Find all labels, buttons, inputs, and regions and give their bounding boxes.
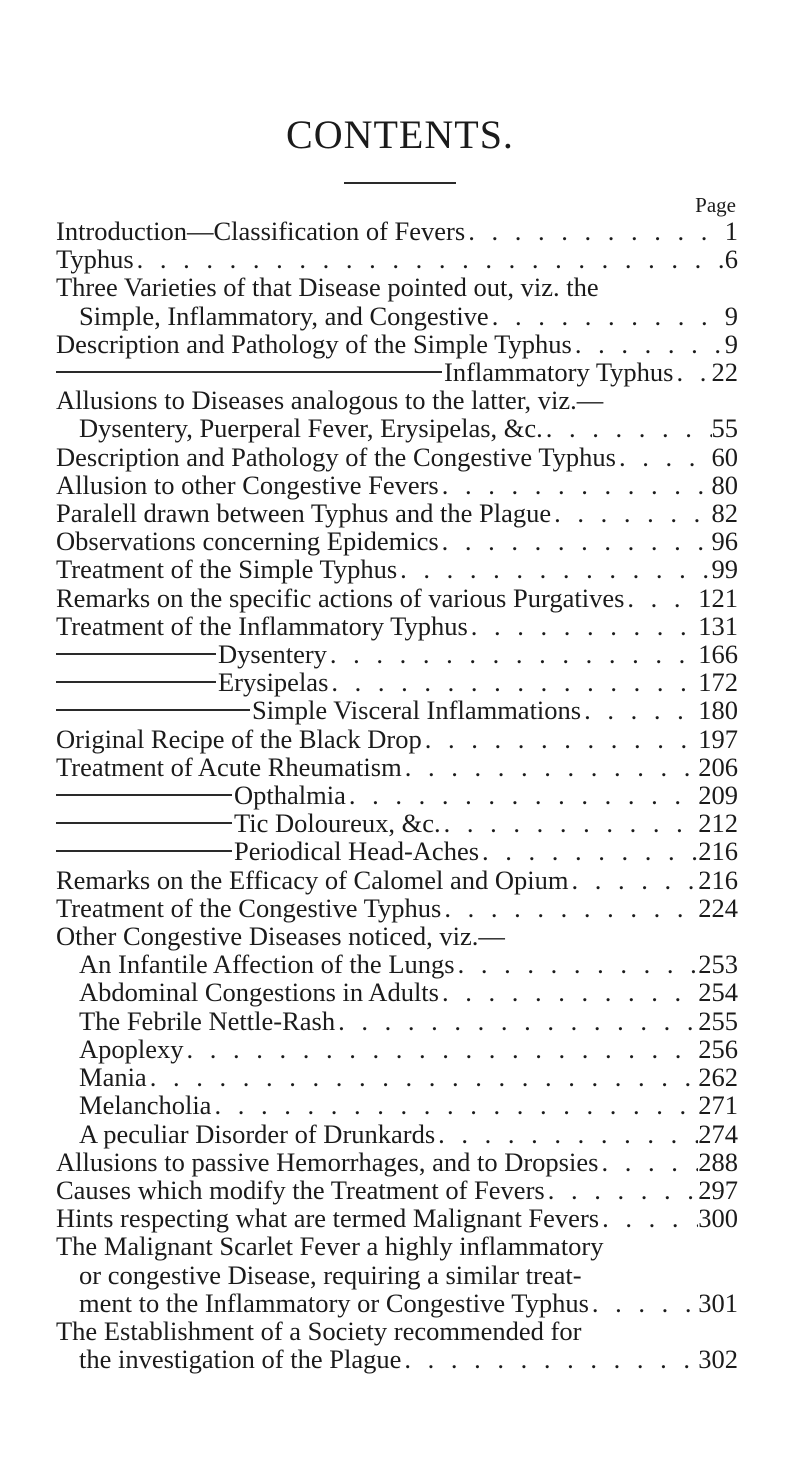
toc-entry-page: 254 [698, 977, 738, 1008]
dot-leader [441, 809, 699, 837]
dot-leader [624, 584, 698, 612]
page-column-header: Page [695, 193, 736, 217]
dot-leader [346, 781, 698, 809]
toc-entry-page: 60 [711, 441, 738, 472]
toc-entry-text: The Febrile Nettle-Rash [79, 1005, 336, 1036]
toc-entry-page: 301 [698, 1287, 738, 1318]
toc-entry [56, 781, 738, 809]
toc-entry-text: Inflammatory Typhus [444, 357, 674, 388]
toc-entry-text: Hints respecting what are termed Malignant Fevers [56, 1203, 600, 1234]
toc-entry-page: 121 [698, 582, 738, 613]
toc-entry-page: 216 [698, 864, 738, 895]
toc-entry-text: Remarks on the Efficacy of Calomel and Opium [56, 864, 569, 895]
toc-entry [56, 1120, 738, 1148]
toc-entry-text: Treatment of Acute Rheumatism [56, 751, 402, 782]
ditto-rule [56, 653, 216, 655]
dot-leader [184, 1035, 699, 1063]
toc-entry [56, 640, 738, 668]
toc-entry-page: 297 [698, 1174, 738, 1205]
toc-entry-page: 209 [698, 780, 738, 811]
toc-entry-page: 224 [698, 892, 738, 923]
toc-entry-text: Allusions to Diseases analogous to the latter, viz.— [56, 385, 604, 416]
toc-entry-text: Original Recipe of the Black Drop [56, 723, 422, 754]
dot-leader [489, 302, 725, 330]
toc-entry-text: Melancholia [79, 1090, 212, 1121]
dot-leader [439, 527, 712, 555]
dot-leader [468, 612, 698, 640]
toc-entry [56, 1063, 738, 1091]
toc-entry-text: Dysentery, Puerperal Fever, Erysipelas, &c. [79, 413, 543, 444]
title-divider [344, 182, 456, 184]
toc-entry-page: 96 [711, 526, 738, 557]
ditto-rule [56, 681, 216, 683]
dot-leader [581, 696, 698, 724]
toc-entry-page: 172 [698, 667, 738, 698]
toc-entry [56, 584, 738, 612]
toc-entry-text: Apoplexy [79, 1033, 184, 1064]
toc-entry-text: The Malignant Scarlet Fever a highly inflammatory [56, 1231, 604, 1262]
toc-entry [56, 1007, 738, 1035]
dot-leader [328, 668, 698, 696]
toc-entry-text: The Establishment of a Society recommended for [56, 1315, 582, 1346]
toc-entry-text: Other Congestive Diseases noticed, viz.— [56, 921, 505, 952]
toc-entry-text: Mania [79, 1062, 147, 1093]
toc-entry [56, 1176, 738, 1204]
toc-entry-page: 288 [698, 1146, 738, 1177]
toc-entry [56, 245, 738, 273]
toc-entry-text: Dysentery [218, 639, 327, 670]
dot-leader [335, 1007, 698, 1035]
toc-entry [56, 809, 738, 837]
contents-list [56, 217, 738, 1373]
toc-entry-page: 206 [698, 751, 738, 782]
toc-entry-text: Treatment of the Simple Typhus [56, 554, 398, 585]
dot-leader [465, 217, 725, 245]
toc-entry [56, 696, 738, 724]
ditto-rule [56, 709, 250, 711]
toc-entry [56, 414, 738, 442]
toc-entry-page: 166 [698, 639, 738, 670]
toc-entry-page: 253 [698, 949, 738, 980]
toc-entry [56, 273, 738, 301]
toc-entry-text: the investigation of the Plague [79, 1344, 402, 1375]
toc-entry-text: Erysipelas [218, 667, 329, 698]
toc-entry [56, 894, 738, 922]
dot-leader [589, 1289, 698, 1317]
dot-leader [572, 330, 725, 358]
toc-entry [56, 555, 738, 583]
ditto-rule [56, 850, 232, 852]
toc-entry-page: 9 [724, 300, 738, 331]
toc-entry-text: Tic Doloureux, &c. [234, 808, 441, 839]
toc-entry-page: 99 [711, 554, 738, 585]
toc-entry [56, 1289, 738, 1317]
toc-entry-page: 131 [698, 610, 738, 641]
toc-entry-page: 255 [698, 1005, 738, 1036]
toc-entry-page: 216 [698, 836, 738, 867]
dot-leader [479, 837, 698, 865]
toc-entry [56, 612, 738, 640]
toc-entry [56, 668, 738, 696]
dot-leader [568, 866, 698, 894]
toc-entry-text: A peculiar Disorder of Drunkards [79, 1118, 436, 1149]
toc-entry-page: 9 [724, 328, 738, 359]
toc-entry [56, 1261, 738, 1289]
toc-entry [56, 499, 738, 527]
toc-entry-text: Simple, Inflammatory, and Congestive [79, 300, 489, 331]
toc-entry-text: Three Varieties of that Disease pointed out, viz. the [56, 272, 599, 303]
toc-entry [56, 725, 738, 753]
dot-leader [441, 894, 698, 922]
toc-entry-text: Allusions to passive Hemorrhages, and to Dropsies [56, 1146, 599, 1177]
toc-entry [56, 753, 738, 781]
toc-entry-page: 262 [698, 1062, 738, 1093]
dot-leader [397, 555, 711, 583]
toc-entry-page: 274 [698, 1118, 738, 1149]
toc-entry [56, 1148, 738, 1176]
toc-entry [56, 302, 738, 330]
dot-leader [551, 499, 711, 527]
toc-entry [56, 217, 738, 245]
toc-entry-text: Periodical Head-Aches [234, 836, 480, 867]
toc-entry-text: Introduction—Classification of Fevers [56, 216, 466, 246]
toc-entry-page: 302 [698, 1344, 738, 1375]
toc-entry [56, 358, 738, 386]
toc-entry-page: 256 [698, 1033, 738, 1064]
toc-entry-text: ment to the Inflammatory or Congestive Typhus [79, 1287, 589, 1318]
toc-entry-page: 1 [724, 216, 738, 246]
dot-leader [674, 358, 712, 386]
dot-leader [422, 725, 699, 753]
toc-entry-text: Description and Pathology of the Simple Typhus [56, 328, 572, 359]
dot-leader [435, 1120, 698, 1148]
toc-entry-page: 197 [698, 723, 738, 754]
dot-leader [543, 414, 712, 442]
toc-entry-text: Simple Visceral Inflammations [252, 695, 582, 726]
toc-entry-text: Treatment of the Congestive Typhus [56, 892, 442, 923]
toc-entry-text: Remarks on the specific actions of various Purgatives [56, 582, 625, 613]
dot-leader [147, 1063, 699, 1091]
ditto-rule [56, 371, 442, 373]
toc-entry-page: 6 [724, 244, 738, 275]
toc-entry [56, 443, 738, 471]
dot-leader [455, 950, 699, 978]
dot-leader [439, 978, 698, 1006]
toc-entry-text: Observations concerning Epidemics [56, 526, 439, 557]
toc-entry [56, 866, 738, 894]
toc-entry-text: Allusion to other Congestive Fevers [56, 469, 439, 500]
toc-entry-page: 22 [711, 357, 738, 388]
toc-entry [56, 950, 738, 978]
dot-leader [327, 640, 698, 668]
ditto-rule [56, 794, 232, 796]
dot-leader [401, 1345, 698, 1373]
dot-leader [439, 471, 712, 499]
toc-entry-page: 271 [698, 1090, 738, 1121]
toc-entry-page: 82 [711, 498, 738, 529]
toc-entry [56, 471, 738, 499]
toc-entry-text: Abdominal Congestions in Adults [79, 977, 439, 1008]
page-title: CONTENTS. [286, 112, 514, 157]
dot-leader [402, 753, 699, 781]
dot-leader [598, 1148, 698, 1176]
toc-entry-page: 212 [698, 808, 738, 839]
toc-entry-text: An Infantile Affection of the Lungs [79, 949, 455, 980]
ditto-rule [56, 822, 232, 824]
toc-entry [56, 1035, 738, 1063]
toc-entry-text: Description and Pathology of the Congestive Typhus [56, 441, 616, 472]
toc-entry-text: Opthalmia [234, 780, 346, 811]
toc-entry [56, 1232, 738, 1260]
toc-entry-page: 80 [711, 469, 738, 500]
toc-entry-page: 180 [698, 695, 738, 726]
toc-entry [56, 1317, 738, 1345]
toc-entry [56, 1091, 738, 1119]
dot-leader [599, 1204, 698, 1232]
dot-leader [545, 1176, 699, 1204]
toc-entry [56, 386, 738, 414]
toc-entry-text: Causes which modify the Treatment of Fevers [56, 1174, 545, 1205]
toc-entry-text: Typhus [56, 244, 134, 275]
toc-entry-page: 300 [698, 1203, 738, 1234]
toc-entry-text: Treatment of the Inflammatory Typhus [56, 610, 468, 641]
dot-leader [211, 1091, 698, 1119]
dot-leader [616, 443, 712, 471]
toc-entry [56, 330, 738, 358]
toc-entry-page: 55 [711, 413, 738, 444]
toc-entry [56, 1345, 738, 1373]
dot-leader [134, 245, 725, 273]
toc-entry [56, 978, 738, 1006]
toc-entry [56, 1204, 738, 1232]
toc-entry [56, 922, 738, 950]
toc-entry [56, 837, 738, 865]
toc-entry [56, 527, 738, 555]
toc-entry-text: or congestive Disease, requiring a similar treat- [79, 1259, 582, 1290]
toc-entry-text: Paralell drawn between Typhus and the Plague [56, 498, 552, 529]
